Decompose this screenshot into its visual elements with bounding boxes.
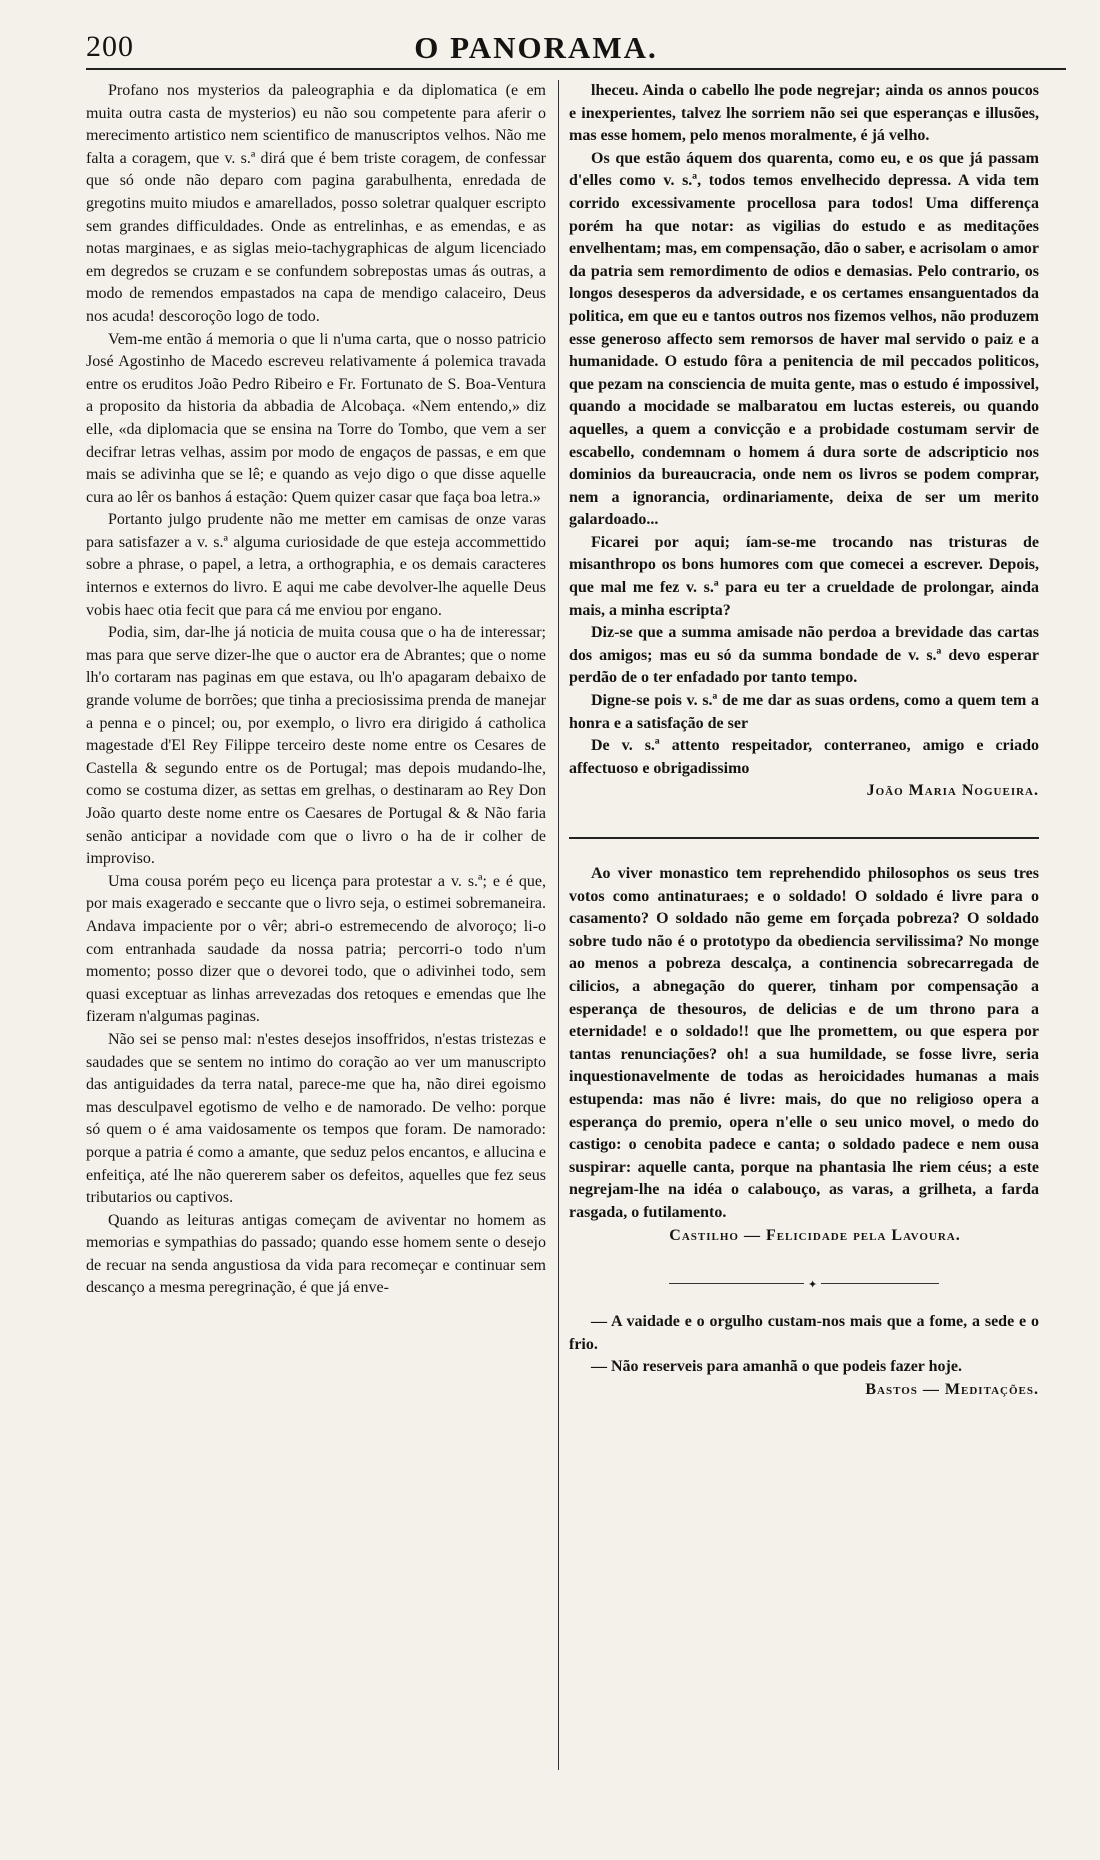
letter-paragraph: lheceu. Ainda o cabello lhe pode negrejar; ainda os annos poucos e inexperientes, talvez lhe sorriem não sei que esperanças e illusões, mas esse homem, pelo menos moralmente, é já velho. bbox=[569, 82, 1039, 145]
essay-credit: Castilho — Felicidade pela Lavoura. bbox=[669, 1226, 961, 1244]
letter-paragraph: Os que estão áquem dos quarenta, como eu, e os que já passam d'elles como v. s.ª, todos temos envelhecido depressa. A vida tem corrido excessivamente procellosa para todos! Uma differença porém ha que notar: as vigilias do estudo e as meditações envelhentam; mas, em compensação, dão o saber, e acrisolam o amor da patria sem remordimento de odios e demasias. Pelo contrario, os longos desesperos da adversidade, e os certames ensanguentados da politica, em que eu e tantos outros nos fizemos velhos, não produzem esse generoso affecto sem remorsos de haver mal servido o paiz e a humanidade. O estudo fôra a penitencia de mil peccados politicos, que pezam na consciencia de muita gente, mas o estudo é impossivel, quando a mocidade se malbaratou em luctas estereis, ou quando aquelles, a quem a convicção e a probidade costumam servir de escabello, condemnam o homem á dura sorte de adscripticio nos dominios da bureaucracia, onde nem os livros se podem comprar, nem a ignorancia, ordinariamente, deixa de ser um merito galardoado... bbox=[569, 149, 1040, 529]
left-paragraph: Profano nos mysterios da paleographia e da diplomatica (e em muita outra casta de mysterios) eu não sou competente para aferir o merecimento artistico nem scientifico de manuscriptos velhos. Não me falta a coragem, que v. s.ª dirá que é bem triste coragem, de confessar que só onde não deparo com pagina garabulhenta, enredada de gregotins muito miudos e amarellados, posso soletrar qualquer escripto sem grandes difficuldades. Onde as entrelinhas, e as emendas, e as notas marginaes, e as siglas meio-tachygraphicas de algum licenciado em degredos se cruzam e se confundem sobrepostas umas ás outras, a modo de remendos empastados na capa de mendigo calaceiro, Deus nos acuda! descoroçõo logo de todo. bbox=[86, 82, 546, 325]
left-paragraph: Podia, sim, dar-lhe já noticia de muita cousa que o ha de interessar; mas para que serve dizer-lhe que o auctor era de Abrantes; que o nome lh'o cortaram nas paginas em que estava, ou lh'o apagaram debaixo de grande volume de borrões; que tinha a preciosissima prenda de manejar a penna e o pincel; ou, por exemplo, o livro era dirigido á catholica magestade d'El Rey Filippe terceiro deste nome entre os Cesares de Castella & segundo entre os de Portugal; mas depois mudando-lhe, como se costuma dizer, as settas em grelhas, o destinaram ao Rey Don João quarto deste nome entre os Caesares de Portugal & & Não faria senão anticipar a novidade com que o livro o ha de ir colher de improviso. bbox=[86, 624, 546, 868]
journal-title: O PANORAMA. bbox=[414, 30, 658, 65]
quote: — A vaidade e o orgulho custam-nos mais que a fome, a sede e o frio. bbox=[569, 1313, 1039, 1353]
left-paragraph: Vem-me então á memoria o que li n'uma carta, que o nosso patricio José Agostinho de Macedo escreveu relativamente á polemica travada entre os eruditos João Pedro Ribeiro e Fr. Fortunato de S. Boa-Ventura a proposito da historia da abbadia de Alcobaça. «Nem entendo,» diz elle, «da diplomacia que se ensina na Torre do Tombo, que vem a ser decifrar letras velhas, assim por modo de engaços de passas, e em que mais se adivinha que se lê; e quando as vejo digo o que disse aquelle cura ao lêr os banhos á estação: Quem quizer casar que faça boa letra.» bbox=[86, 330, 546, 506]
letter-paragraph: Digne-se pois v. s.ª de me dar as suas ordens, como a quem tem a honra e a satisfação de ser bbox=[569, 692, 1039, 732]
left-paragraph: Uma cousa porém peço eu licença para protestar a v. s.ª; e é que, por mais exagerado e seccante que o livro seja, o estimei sobremaneira. Andava impaciente por o vêr; abri-o estremecendo de alvoroço; li-o com entranhada saudade da nossa patria; percorri-o todo n'um momento; posso dizer que o devorei todo, que o adivinhei todo, sem quasi exceptuar as linhas arrevezadas dos retoques e emendas que lhe fizeram n'algumas paginas. bbox=[86, 872, 546, 1026]
quote: — Não reserveis para amanhã o que podeis fazer hoje. bbox=[591, 1358, 962, 1376]
ornament-divider: ✦ bbox=[569, 1277, 1039, 1291]
letter-signature: João Maria Nogueira. bbox=[866, 782, 1039, 800]
left-paragraph: Quando as leituras antigas começam de aviventar no homem as memorias e sympathias do passado; quando esse homem sente o desejo de recuar na senda angustiosa da vida para recomeçar e continuar sem descanço a mesma peregrinação, é que já enve- bbox=[86, 1211, 546, 1297]
column-divider bbox=[558, 80, 559, 1770]
essay-paragraph: Ao viver monastico tem reprehendido philosophos os seus tres votos como antinaturaes; e o soldado! O soldado é livre para o casamento? O soldado não geme em forçada pobreza? O soldado sobre tudo não é o prototypo da obediencia servilissima? No monge ao menos a pobreza descalça, a continencia sobrecarregada de cilicios, a abnegação do querer, tinham por compensação a esperança de thesouros, de delicias e de um throno para a eternidade! e o soldado!! que lhe promettem, ou que espera por tantas renunciações? oh! a sua humildade, se fosse livre, seria inquestionavelmente de todas as heroicidades humanas a mais estupenda: mas não é livre: mais, do que no religioso opera a esperança do premio, opera n'elle o seu unico movel, o medo do castigo: o cenobita padece e canta; o soldado padece e nem ousa suspirar: aquelle canta, porque na phantasia lhe riem céus; a este negrejam-lhe na idéa o calabouço, as varas, a grilheta, a farda rasgada, o futilamento. bbox=[569, 865, 1039, 1221]
left-paragraph: Não sei se penso mal: n'estes desejos insoffridos, n'estas tristezas e saudades que se sentem no intimo do coração ao ver um manuscripto das antiguidades da terra natal, parece-me que ha, não direi egoismo mas desculpavel egotismo de velho e de namorado. De velho: porque só quem o é ama vaidosamente os tempos que foram. De namorado: porque a patria é como a amante, que seduz pelos encantos, e allucina e enfeitiça, até lhe não quererem saber os defeitos, aquelles que fez seus tributarios ou captivos. bbox=[86, 1030, 546, 1207]
section-divider bbox=[569, 837, 1039, 839]
letter-paragraph: Diz-se que a summa amisade não perdoa a brevidade das cartas dos amigos; mas eu só da summa bondade de v. s.ª devo esperar perdão de o ter enfadado por tanto tempo. bbox=[569, 624, 1039, 687]
page-number: 200 bbox=[86, 30, 134, 63]
left-column bbox=[86, 80, 546, 1770]
letter-paragraph: Ficarei por aqui; íam-se-me trocando nas tristuras de misanthropo os bons humores com que comecei a escrever. Depois, que mal me fez v. s.ª para eu ter a crueldade de prolongar, ainda mais, a minha escripta? bbox=[569, 533, 1039, 619]
right-column bbox=[569, 80, 1039, 1770]
left-paragraph: Portanto julgo prudente não me metter em camisas de onze varas para satisfazer a v. s.ª alguma curiosidade de que esteja accommettido sobre a phrase, o papel, a letra, a orthographia, e os demais caracteres internos e externos do livro. E aqui me cabe devolver-lhe aquelle Deus vobis haec otia fecit que para cá me enviou por engano. bbox=[86, 511, 546, 619]
quotes-credit: Bastos — Meditações. bbox=[865, 1380, 1039, 1398]
text-columns bbox=[86, 80, 1066, 1770]
page-header bbox=[86, 22, 1066, 70]
letter-paragraph: De v. s.ª attento respeitador, conterraneo, amigo e criado affectuoso e obrigadissimo bbox=[569, 737, 1039, 777]
